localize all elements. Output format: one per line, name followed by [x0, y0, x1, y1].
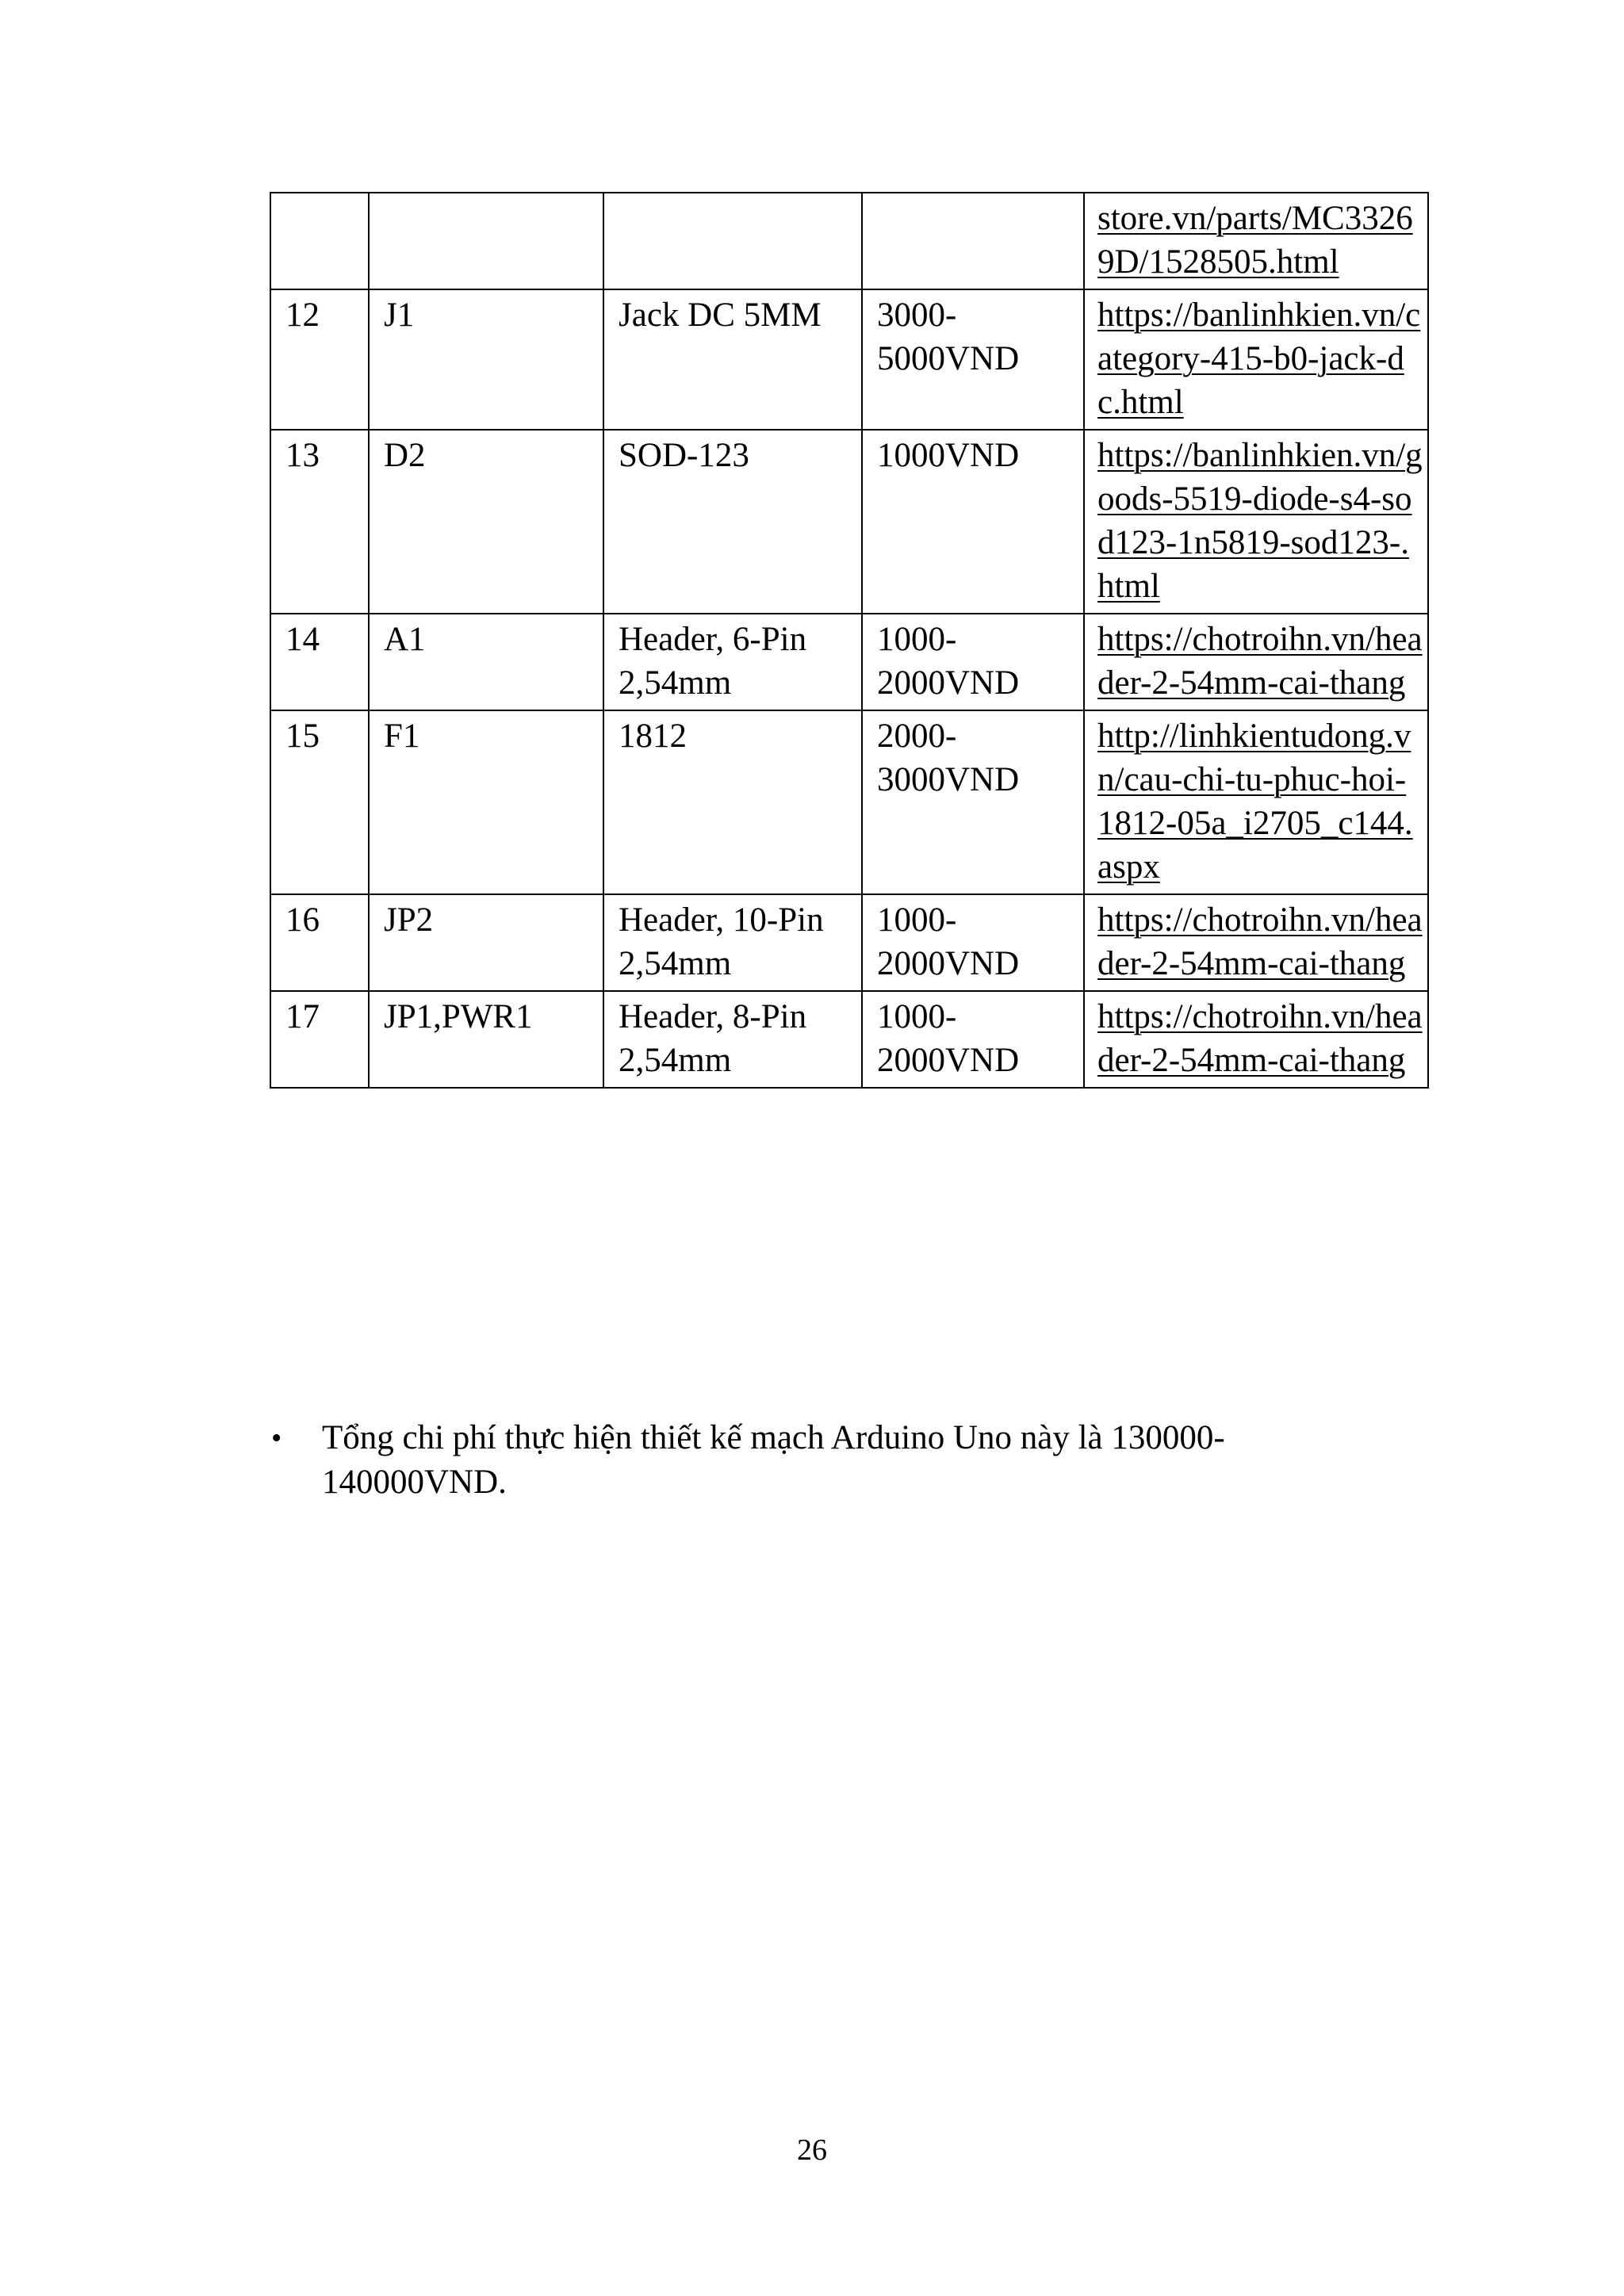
supplier-link[interactable]: store.vn/parts/MC33269D/1528505.html	[1097, 200, 1413, 281]
cell-ref: JP2	[369, 894, 603, 991]
cell-price: 2000-3000VND	[862, 710, 1084, 894]
table-row	[270, 991, 1428, 1088]
cell-link	[1084, 710, 1428, 894]
cell-price: 1000-2000VND	[862, 614, 1084, 710]
cell-ref: A1	[369, 614, 603, 710]
cell-price: 1000-2000VND	[862, 894, 1084, 991]
cell-price: 3000-5000VND	[862, 289, 1084, 430]
summary-text: Tổng chi phí thực hiện thiết kế mạch Arduino Uno này là 130000-140000VND.	[322, 1419, 1225, 1501]
cell-package: 1812	[603, 710, 862, 894]
cell-no: 17	[270, 991, 369, 1088]
supplier-link[interactable]: https://chotroihn.vn/header-2-54mm-cai-thang	[1097, 901, 1423, 982]
supplier-link[interactable]: http://linhkientudong.vn/cau-chi-tu-phuc-hoi-1812-05a_i2705_c144.aspx	[1097, 718, 1413, 886]
cell-no: 13	[270, 430, 369, 614]
cell-package	[603, 193, 862, 289]
table-row	[270, 710, 1428, 894]
table-row	[270, 193, 1428, 289]
cell-price: 1000VND	[862, 430, 1084, 614]
cell-ref: J1	[369, 289, 603, 430]
parts-table	[270, 192, 1429, 1089]
cell-ref: D2	[369, 430, 603, 614]
cell-package: Jack DC 5MM	[603, 289, 862, 430]
cell-no: 15	[270, 710, 369, 894]
cell-ref	[369, 193, 603, 289]
cell-no	[270, 193, 369, 289]
cell-link	[1084, 991, 1428, 1088]
table-row	[270, 614, 1428, 710]
table-row	[270, 289, 1428, 430]
cell-price	[862, 193, 1084, 289]
cell-ref: F1	[369, 710, 603, 894]
supplier-link[interactable]: https://banlinhkien.vn/goods-5519-diode-s4-sod123-1n5819-sod123-.html	[1097, 437, 1423, 605]
cell-package: Header, 6-Pin 2,54mm	[603, 614, 862, 710]
page-number: 26	[797, 2133, 827, 2167]
cell-ref: JP1,PWR1	[369, 991, 603, 1088]
supplier-link[interactable]: https://chotroihn.vn/header-2-54mm-cai-thang	[1097, 998, 1423, 1079]
cell-package: Header, 8-Pin 2,54mm	[603, 991, 862, 1088]
bullet-icon: •	[271, 1422, 282, 1455]
cell-package: SOD-123	[603, 430, 862, 614]
table-row	[270, 894, 1428, 991]
cell-link	[1084, 289, 1428, 430]
cell-link	[1084, 614, 1428, 710]
cell-no: 14	[270, 614, 369, 710]
supplier-link[interactable]: https://banlinhkien.vn/category-415-b0-jack-dc.html	[1097, 297, 1421, 421]
cell-no: 16	[270, 894, 369, 991]
cell-link	[1084, 193, 1428, 289]
cell-link	[1084, 894, 1428, 991]
supplier-link[interactable]: https://chotroihn.vn/header-2-54mm-cai-thang	[1097, 621, 1423, 702]
cell-package: Header, 10-Pin 2,54mm	[603, 894, 862, 991]
cell-no: 12	[270, 289, 369, 430]
cell-link	[1084, 430, 1428, 614]
cost-summary	[270, 1416, 1419, 1505]
table-row	[270, 430, 1428, 614]
cell-price: 1000-2000VND	[862, 991, 1084, 1088]
